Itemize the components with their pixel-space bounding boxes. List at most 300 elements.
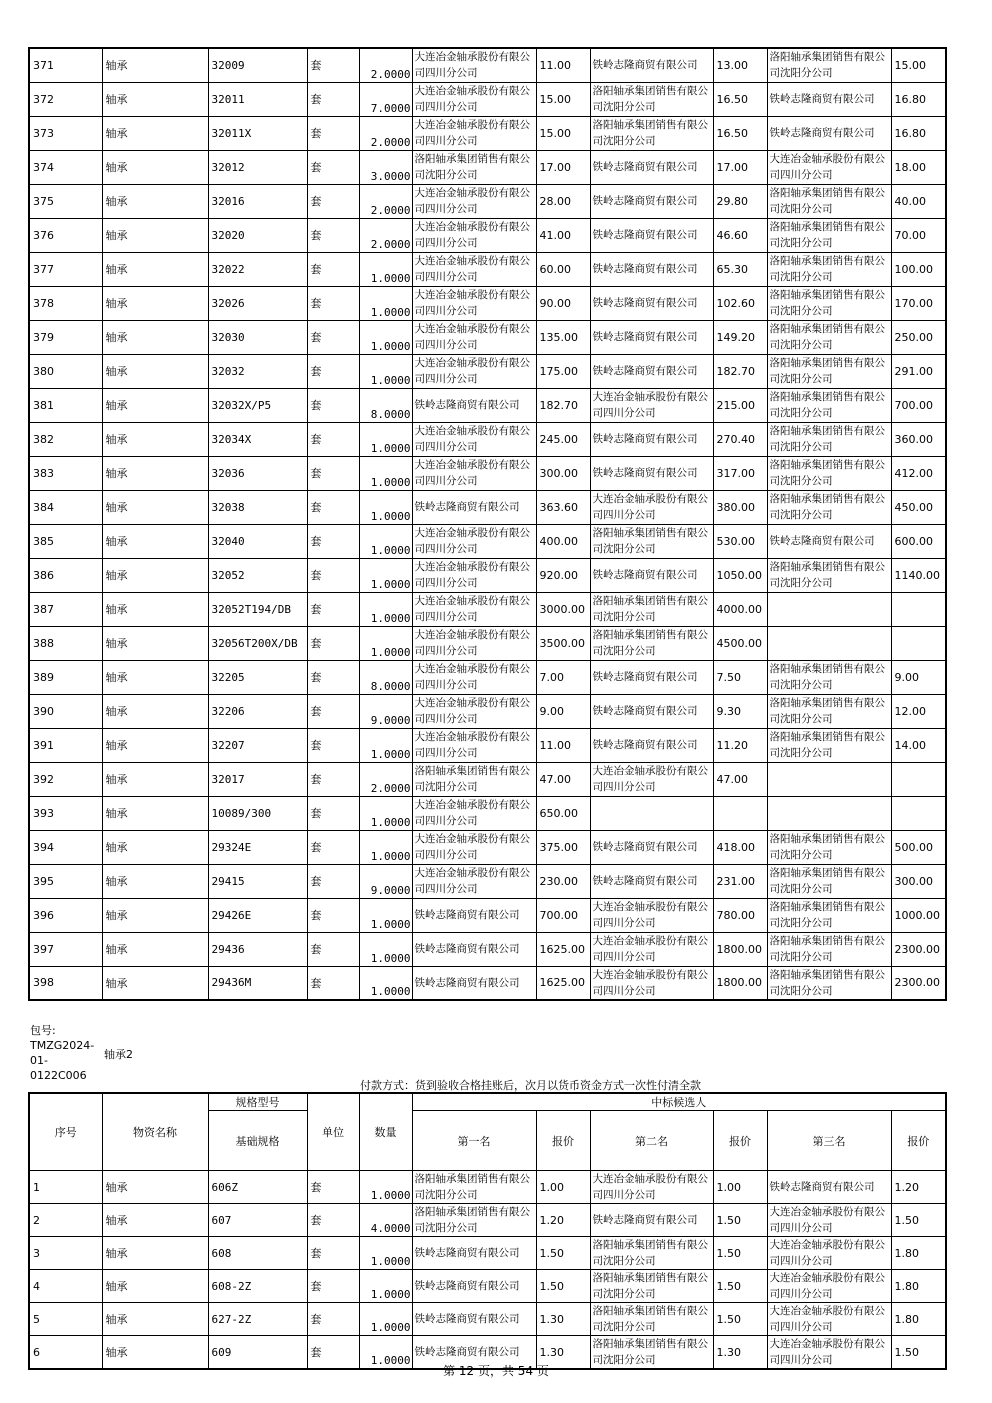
second-price: 17.00 (713, 150, 767, 184)
third-price: 500.00 (891, 830, 946, 864)
first-price: 175.00 (536, 354, 590, 388)
spec: 32017 (208, 762, 307, 796)
second-price: 215.00 (713, 388, 767, 422)
quantity-value: 9.0000 (370, 883, 411, 897)
quantity-cell (359, 456, 412, 490)
quantity-cell (359, 1270, 412, 1303)
header-price-1: 报价 (536, 1111, 590, 1171)
spec: 32032 (208, 354, 307, 388)
spec: 32038 (208, 490, 307, 524)
third-price: 2300.00 (891, 932, 946, 966)
first-supplier: 大连冶金轴承股份有限公司四川分公司 (412, 354, 536, 388)
second-supplier: 铁岭志隆商贸有限公司 (590, 422, 713, 456)
second-supplier: 铁岭志隆商贸有限公司 (590, 184, 713, 218)
first-supplier: 洛阳轴承集团销售有限公司沈阳分公司 (412, 1204, 536, 1237)
second-price (713, 796, 767, 830)
row-index: 397 (29, 932, 102, 966)
third-price: 300.00 (891, 864, 946, 898)
quantity-cell (359, 422, 412, 456)
third-supplier: 大连冶金轴承股份有限公司四川分公司 (767, 1204, 891, 1237)
unit: 套 (307, 966, 359, 1000)
first-supplier: 铁岭志隆商贸有限公司 (412, 1237, 536, 1270)
third-price: 14.00 (891, 728, 946, 762)
spec: 32011X (208, 116, 307, 150)
third-price: 450.00 (891, 490, 946, 524)
first-price: 1.00 (536, 1171, 590, 1204)
row-index: 387 (29, 592, 102, 626)
first-price: 363.60 (536, 490, 590, 524)
quantity-value: 1.0000 (370, 1354, 411, 1367)
table-row (29, 388, 946, 422)
unit: 套 (307, 82, 359, 116)
material-name: 轴承 (102, 48, 208, 82)
quantity-value: 1.0000 (370, 373, 411, 387)
third-price: 1.50 (891, 1336, 946, 1370)
table-row (29, 490, 946, 524)
third-supplier: 洛阳轴承集团销售有限公司沈阳分公司 (767, 320, 891, 354)
quantity-cell (359, 218, 412, 252)
material-name: 轴承 (102, 966, 208, 1000)
material-name: 轴承 (102, 320, 208, 354)
spec: 10089/300 (208, 796, 307, 830)
row-index: 6 (29, 1336, 102, 1370)
first-price: 1.30 (536, 1336, 590, 1370)
second-supplier: 大连冶金轴承股份有限公司四川分公司 (590, 490, 713, 524)
third-supplier: 洛阳轴承集团销售有限公司沈阳分公司 (767, 252, 891, 286)
unit: 套 (307, 830, 359, 864)
third-supplier: 大连冶金轴承股份有限公司四川分公司 (767, 1270, 891, 1303)
table-row (29, 694, 946, 728)
row-index: 374 (29, 150, 102, 184)
material-name: 轴承 (102, 898, 208, 932)
row-index: 388 (29, 626, 102, 660)
spec: 32036 (208, 456, 307, 490)
unit: 套 (307, 150, 359, 184)
quantity-value: 1.0000 (370, 1321, 411, 1334)
third-supplier: 洛阳轴承集团销售有限公司沈阳分公司 (767, 932, 891, 966)
second-supplier: 洛阳轴承集团销售有限公司沈阳分公司 (590, 82, 713, 116)
material-name: 轴承 (102, 218, 208, 252)
material-name: 轴承 (102, 864, 208, 898)
third-supplier: 洛阳轴承集团销售有限公司沈阳分公司 (767, 422, 891, 456)
quantity-value: 3.0000 (370, 169, 411, 183)
table-row (29, 626, 946, 660)
material-name: 轴承 (102, 1270, 208, 1303)
unit: 套 (307, 660, 359, 694)
quantity-value: 2.0000 (370, 237, 411, 251)
row-index: 398 (29, 966, 102, 1000)
first-price: 3500.00 (536, 626, 590, 660)
second-supplier: 铁岭志隆商贸有限公司 (590, 150, 713, 184)
third-supplier: 洛阳轴承集团销售有限公司沈阳分公司 (767, 830, 891, 864)
spec: 32040 (208, 524, 307, 558)
quantity-cell (359, 388, 412, 422)
second-price: 270.40 (713, 422, 767, 456)
quantity-cell (359, 1204, 412, 1237)
unit: 套 (307, 626, 359, 660)
table-row (29, 116, 946, 150)
first-price: 17.00 (536, 150, 590, 184)
quantity-value: 1.0000 (370, 475, 411, 489)
first-supplier: 大连冶金轴承股份有限公司四川分公司 (412, 694, 536, 728)
quantity-value: 8.0000 (370, 679, 411, 693)
table-row (29, 1171, 946, 1204)
row-index: 375 (29, 184, 102, 218)
second-supplier: 铁岭志隆商贸有限公司 (590, 728, 713, 762)
first-supplier: 洛阳轴承集团销售有限公司沈阳分公司 (412, 1171, 536, 1204)
quantity-cell (359, 320, 412, 354)
unit: 套 (307, 592, 359, 626)
unit: 套 (307, 796, 359, 830)
second-price: 231.00 (713, 864, 767, 898)
table-row (29, 184, 946, 218)
material-name: 轴承 (102, 1237, 208, 1270)
first-supplier: 铁岭志隆商贸有限公司 (412, 898, 536, 932)
first-supplier: 大连冶金轴承股份有限公司四川分公司 (412, 830, 536, 864)
material-name: 轴承 (102, 490, 208, 524)
row-index: 386 (29, 558, 102, 592)
third-supplier: 洛阳轴承集团销售有限公司沈阳分公司 (767, 490, 891, 524)
spec: 32056T200X/DB (208, 626, 307, 660)
third-price: 170.00 (891, 286, 946, 320)
third-price: 291.00 (891, 354, 946, 388)
second-price: 1.00 (713, 1171, 767, 1204)
unit: 套 (307, 422, 359, 456)
unit: 套 (307, 694, 359, 728)
row-index: 384 (29, 490, 102, 524)
quantity-cell (359, 966, 412, 1000)
second-price: 182.70 (713, 354, 767, 388)
quantity-value: 1.0000 (370, 849, 411, 863)
material-name: 轴承 (102, 558, 208, 592)
first-supplier: 大连冶金轴承股份有限公司四川分公司 (412, 524, 536, 558)
material-name: 轴承 (102, 932, 208, 966)
first-supplier: 铁岭志隆商贸有限公司 (412, 932, 536, 966)
first-price: 650.00 (536, 796, 590, 830)
header-seq: 序号 (29, 1093, 102, 1171)
second-supplier: 大连冶金轴承股份有限公司四川分公司 (590, 762, 713, 796)
package-name: 轴承2 (104, 1048, 133, 1061)
quantity-cell (359, 82, 412, 116)
second-supplier: 洛阳轴承集团销售有限公司沈阳分公司 (590, 1336, 713, 1370)
first-price: 920.00 (536, 558, 590, 592)
first-supplier: 大连冶金轴承股份有限公司四川分公司 (412, 286, 536, 320)
third-supplier: 洛阳轴承集团销售有限公司沈阳分公司 (767, 558, 891, 592)
third-price: 1.20 (891, 1171, 946, 1204)
table-row (29, 354, 946, 388)
quantity-value: 1.0000 (370, 509, 411, 523)
spec: 32034X (208, 422, 307, 456)
third-price: 1.50 (891, 1204, 946, 1237)
first-price: 41.00 (536, 218, 590, 252)
table-row (29, 830, 946, 864)
third-price: 9.00 (891, 660, 946, 694)
unit: 套 (307, 456, 359, 490)
quantity-cell (359, 1171, 412, 1204)
first-supplier: 大连冶金轴承股份有限公司四川分公司 (412, 660, 536, 694)
quantity-cell (359, 48, 412, 82)
spec: 32022 (208, 252, 307, 286)
first-supplier: 大连冶金轴承股份有限公司四川分公司 (412, 422, 536, 456)
first-supplier: 大连冶金轴承股份有限公司四川分公司 (412, 728, 536, 762)
material-name: 轴承 (102, 1336, 208, 1370)
quantity-value: 8.0000 (370, 407, 411, 421)
header-second: 第二名 (590, 1111, 713, 1171)
first-supplier: 大连冶金轴承股份有限公司四川分公司 (412, 592, 536, 626)
row-index: 5 (29, 1303, 102, 1336)
unit: 套 (307, 1237, 359, 1270)
bid-results-table (28, 1092, 947, 1370)
table-row (29, 762, 946, 796)
second-price: 1800.00 (713, 932, 767, 966)
second-price: 9.30 (713, 694, 767, 728)
third-price: 600.00 (891, 524, 946, 558)
spec: 32206 (208, 694, 307, 728)
spec: 32207 (208, 728, 307, 762)
second-supplier: 大连冶金轴承股份有限公司四川分公司 (590, 966, 713, 1000)
row-index: 378 (29, 286, 102, 320)
header-price-3: 报价 (891, 1111, 946, 1171)
second-supplier: 铁岭志隆商贸有限公司 (590, 218, 713, 252)
first-supplier: 大连冶金轴承股份有限公司四川分公司 (412, 626, 536, 660)
row-index: 373 (29, 116, 102, 150)
row-index: 2 (29, 1204, 102, 1237)
quantity-cell (359, 626, 412, 660)
second-price: 1.50 (713, 1237, 767, 1270)
row-index: 3 (29, 1237, 102, 1270)
first-supplier: 大连冶金轴承股份有限公司四川分公司 (412, 558, 536, 592)
second-supplier: 铁岭志隆商贸有限公司 (590, 830, 713, 864)
header-unit: 单位 (307, 1093, 359, 1171)
spec: 608-2Z (208, 1270, 307, 1303)
row-index: 377 (29, 252, 102, 286)
quantity-value: 1.0000 (370, 1288, 411, 1301)
third-price: 2300.00 (891, 966, 946, 1000)
unit: 套 (307, 218, 359, 252)
third-supplier: 洛阳轴承集团销售有限公司沈阳分公司 (767, 286, 891, 320)
spec: 32020 (208, 218, 307, 252)
quantity-value: 1.0000 (370, 543, 411, 557)
spec: 606Z (208, 1171, 307, 1204)
quantity-value: 2.0000 (370, 135, 411, 149)
third-supplier: 铁岭志隆商贸有限公司 (767, 82, 891, 116)
first-price: 230.00 (536, 864, 590, 898)
row-index: 396 (29, 898, 102, 932)
unit: 套 (307, 1336, 359, 1370)
quantity-cell (359, 524, 412, 558)
third-supplier: 洛阳轴承集团销售有限公司沈阳分公司 (767, 48, 891, 82)
second-price: 780.00 (713, 898, 767, 932)
third-price (891, 796, 946, 830)
second-supplier: 洛阳轴承集团销售有限公司沈阳分公司 (590, 592, 713, 626)
third-supplier: 洛阳轴承集团销售有限公司沈阳分公司 (767, 660, 891, 694)
quantity-value: 1.0000 (370, 271, 411, 285)
unit: 套 (307, 116, 359, 150)
second-supplier: 铁岭志隆商贸有限公司 (590, 660, 713, 694)
table-row (29, 966, 946, 1000)
header-third: 第三名 (767, 1111, 891, 1171)
first-price: 182.70 (536, 388, 590, 422)
second-price: 7.50 (713, 660, 767, 694)
row-index: 380 (29, 354, 102, 388)
table-header (29, 1093, 946, 1171)
first-price: 28.00 (536, 184, 590, 218)
spec: 29415 (208, 864, 307, 898)
third-price: 1.80 (891, 1303, 946, 1336)
quantity-cell (359, 728, 412, 762)
material-name: 轴承 (102, 252, 208, 286)
first-price: 1.30 (536, 1303, 590, 1336)
table-row (29, 1237, 946, 1270)
third-supplier: 洛阳轴承集团销售有限公司沈阳分公司 (767, 388, 891, 422)
table-row (29, 558, 946, 592)
quantity-cell (359, 694, 412, 728)
quantity-cell (359, 796, 412, 830)
second-supplier: 大连冶金轴承股份有限公司四川分公司 (590, 898, 713, 932)
second-price: 530.00 (713, 524, 767, 558)
first-price: 47.00 (536, 762, 590, 796)
third-supplier: 铁岭志隆商贸有限公司 (767, 524, 891, 558)
spec: 32011 (208, 82, 307, 116)
spec: 32032X/P5 (208, 388, 307, 422)
quantity-value: 1.0000 (370, 577, 411, 591)
quantity-value: 2.0000 (370, 203, 411, 217)
unit: 套 (307, 286, 359, 320)
material-name: 轴承 (102, 660, 208, 694)
header-spec-group: 规格型号 (208, 1093, 307, 1111)
quantity-cell (359, 150, 412, 184)
spec: 32205 (208, 660, 307, 694)
second-price: 4000.00 (713, 592, 767, 626)
second-price: 1050.00 (713, 558, 767, 592)
third-price: 16.80 (891, 82, 946, 116)
second-price: 46.60 (713, 218, 767, 252)
first-price: 90.00 (536, 286, 590, 320)
third-price: 700.00 (891, 388, 946, 422)
row-index: 376 (29, 218, 102, 252)
quantity-cell (359, 1303, 412, 1336)
third-supplier: 大连冶金轴承股份有限公司四川分公司 (767, 1303, 891, 1336)
quantity-value: 2.0000 (370, 67, 411, 81)
bid-results-table-continued (28, 47, 947, 1001)
table-row (29, 320, 946, 354)
header-first: 第一名 (412, 1111, 536, 1171)
first-supplier: 大连冶金轴承股份有限公司四川分公司 (412, 82, 536, 116)
header-material: 物资名称 (102, 1093, 208, 1171)
material-name: 轴承 (102, 1171, 208, 1204)
top-table-body (29, 48, 946, 1000)
row-index: 383 (29, 456, 102, 490)
unit: 套 (307, 48, 359, 82)
second-price: 16.50 (713, 116, 767, 150)
header-spec: 基础规格 (208, 1111, 307, 1171)
first-price: 400.00 (536, 524, 590, 558)
header-qty: 数量 (359, 1093, 412, 1171)
quantity-value: 1.0000 (370, 917, 411, 931)
material-name: 轴承 (102, 184, 208, 218)
first-price: 15.00 (536, 82, 590, 116)
table-row (29, 218, 946, 252)
third-price: 40.00 (891, 184, 946, 218)
second-supplier: 大连冶金轴承股份有限公司四川分公司 (590, 932, 713, 966)
third-supplier: 洛阳轴承集团销售有限公司沈阳分公司 (767, 898, 891, 932)
third-supplier: 铁岭志隆商贸有限公司 (767, 1171, 891, 1204)
spec: 32012 (208, 150, 307, 184)
second-supplier (590, 796, 713, 830)
payment-terms: 付款方式：货到验收合格挂账后，次月以货币资金方式一次性付清全款 (360, 1079, 701, 1092)
table-row (29, 524, 946, 558)
unit: 套 (307, 252, 359, 286)
third-supplier: 洛阳轴承集团销售有限公司沈阳分公司 (767, 966, 891, 1000)
third-supplier (767, 626, 891, 660)
material-name: 轴承 (102, 116, 208, 150)
material-name: 轴承 (102, 286, 208, 320)
table-row (29, 422, 946, 456)
second-supplier: 铁岭志隆商贸有限公司 (590, 252, 713, 286)
second-supplier: 铁岭志隆商贸有限公司 (590, 558, 713, 592)
row-index: 393 (29, 796, 102, 830)
row-index: 381 (29, 388, 102, 422)
table-row (29, 796, 946, 830)
table-row (29, 864, 946, 898)
unit: 套 (307, 1171, 359, 1204)
first-supplier: 铁岭志隆商贸有限公司 (412, 1336, 536, 1370)
first-supplier: 铁岭志隆商贸有限公司 (412, 388, 536, 422)
quantity-cell (359, 184, 412, 218)
first-price: 3000.00 (536, 592, 590, 626)
spec: 29324E (208, 830, 307, 864)
spec: 29436 (208, 932, 307, 966)
unit: 套 (307, 558, 359, 592)
quantity-value: 1.0000 (370, 305, 411, 319)
table-row (29, 286, 946, 320)
second-price: 29.80 (713, 184, 767, 218)
material-name: 轴承 (102, 524, 208, 558)
spec: 29436M (208, 966, 307, 1000)
unit: 套 (307, 388, 359, 422)
third-price: 100.00 (891, 252, 946, 286)
third-price: 1140.00 (891, 558, 946, 592)
row-index: 395 (29, 864, 102, 898)
unit: 套 (307, 762, 359, 796)
second-supplier: 洛阳轴承集团销售有限公司沈阳分公司 (590, 116, 713, 150)
material-name: 轴承 (102, 82, 208, 116)
row-index: 389 (29, 660, 102, 694)
spec: 609 (208, 1336, 307, 1370)
quantity-value: 1.0000 (370, 645, 411, 659)
quantity-value: 1.0000 (370, 339, 411, 353)
quantity-cell (359, 592, 412, 626)
first-price: 60.00 (536, 252, 590, 286)
second-price: 4500.00 (713, 626, 767, 660)
quantity-cell (359, 762, 412, 796)
table-row (29, 1303, 946, 1336)
quantity-value: 1.0000 (370, 1255, 411, 1268)
unit: 套 (307, 1303, 359, 1336)
quantity-cell (359, 660, 412, 694)
material-name: 轴承 (102, 830, 208, 864)
material-name: 轴承 (102, 150, 208, 184)
row-index: 391 (29, 728, 102, 762)
page-number: 第 12 页，共 54 页 (443, 1364, 549, 1378)
material-name: 轴承 (102, 354, 208, 388)
spec: 608 (208, 1237, 307, 1270)
quantity-value: 9.0000 (370, 713, 411, 727)
first-price: 1625.00 (536, 966, 590, 1000)
second-price: 65.30 (713, 252, 767, 286)
third-price: 1.80 (891, 1237, 946, 1270)
first-price: 1.50 (536, 1270, 590, 1303)
